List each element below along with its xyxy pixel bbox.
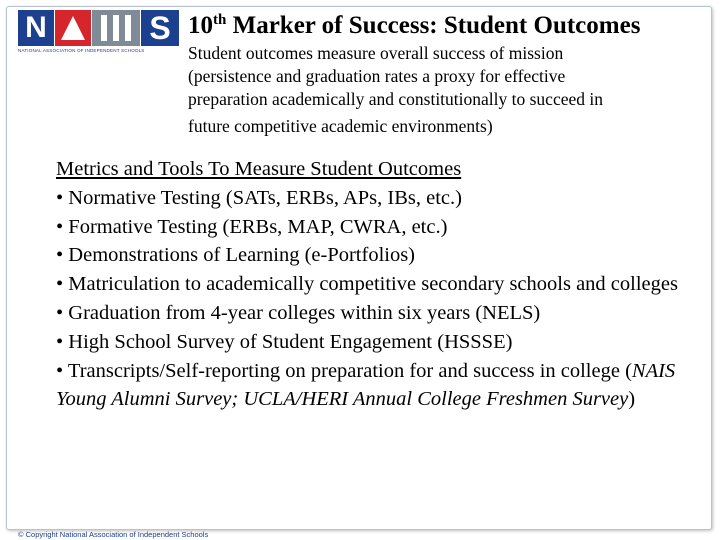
logo-a-block: [55, 10, 91, 46]
logo-bar: [101, 15, 107, 41]
logo-s-block: S: [141, 10, 179, 46]
title-ordinal-suffix: th: [213, 12, 227, 28]
content-body: [56, 155, 686, 414]
logo-bar: [125, 15, 131, 41]
bullet-item: • Normative Testing (SATs, ERBs, APs, IBs, etc.): [56, 186, 462, 209]
logo-triangle-icon: [61, 16, 85, 40]
page-title: [188, 10, 640, 42]
bullet-item: • Demonstrations of Learning (e-Portfolios): [56, 244, 416, 267]
logo-n-block: [18, 10, 54, 46]
subtitle: [188, 42, 688, 138]
bullet-item-last: [56, 357, 686, 415]
bullet-text: • Transcripts/Self-reporting on preparation for and success in college (: [56, 359, 632, 382]
nais-logo: [18, 10, 180, 56]
subtitle-line: (persistence and graduation rates a proxy for effective: [188, 66, 566, 86]
subtitle-line: preparation academically and constitutionally to succeed in: [188, 89, 603, 109]
bullet-item: • High School Survey of Student Engagement (HSSSE): [56, 330, 513, 353]
bullet-close-paren: ): [628, 388, 636, 411]
logo-letter-n: N: [25, 11, 47, 44]
bullet-item: • Formative Testing (ERBs, MAP, CWRA, etc.): [56, 215, 448, 238]
bullet-italic-source: NAIS Young Alumni Survey; UCLA/HERI Annual College Freshmen Survey: [56, 359, 676, 411]
copyright-footer: © Copyright National Association of Independent Schools: [18, 530, 209, 539]
subtitle-line: future competitive academic environments): [188, 116, 493, 136]
logo-i-block: [92, 10, 140, 46]
logo-bar: [113, 15, 119, 41]
subtitle-line: Student outcomes measure overall success of mission: [188, 43, 564, 63]
title-number: 10: [188, 12, 213, 39]
title-text: Marker of Success: Student Outcomes: [226, 12, 641, 39]
bullet-item: • Matriculation to academically competitive secondary schools and colleges: [56, 273, 678, 296]
section-heading: Metrics and Tools To Measure Student Outcomes: [56, 158, 462, 180]
bullet-item: • Graduation from 4-year colleges within six years (NELS): [56, 301, 541, 324]
logo-caption: NATIONAL ASSOCIATION OF INDEPENDENT SCHOOLS: [18, 48, 145, 53]
